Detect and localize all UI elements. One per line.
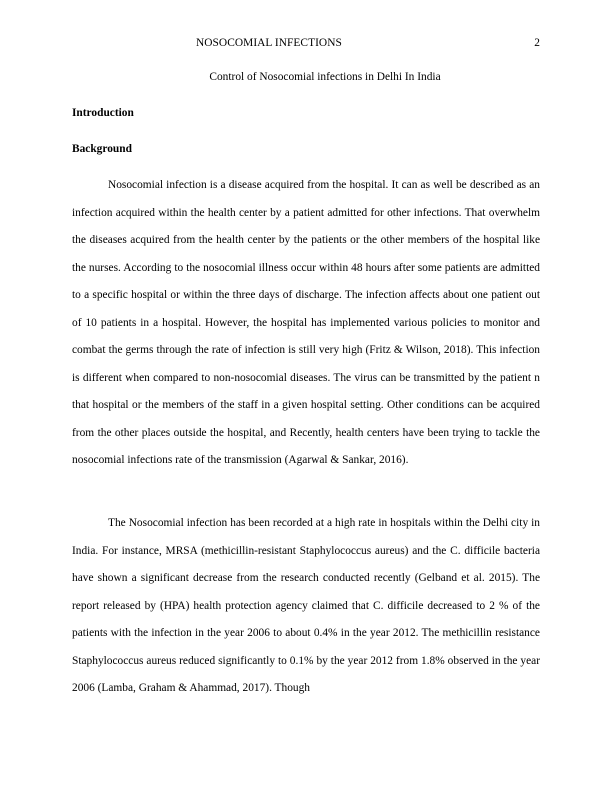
document-title: Control of Nosocomial infections in Delhi In India: [209, 71, 441, 83]
heading-background: Background: [72, 143, 132, 155]
page-number: 2: [534, 37, 540, 49]
body-paragraph: The Nosocomial infection has been recorded at a high rate in hospitals within the Delhi city in India. For instance, MRSA (methicillin-resistant Staphylococcus aureus) and the C. difficile bacteria have shown a significant decrease from the research conducted recently (Gelband et al. 2015). The report released by (HPA) health protection agency claimed that C. difficile decreased to 2 % of the patients with the infection in the year 2006 to about 0.4% in the year 2012. The methicillin resistance Staphylococcus aureus reduced significantly to 0.1% by the year 2012 from 1.8% observed in the year 2006 (Lamba, Graham & Ahammad, 2017). Though: [72, 517, 540, 695]
heading-introduction: Introduction: [72, 107, 134, 119]
body-paragraph: Nosocomial infection is a disease acquired from the hospital. It can as well be described as an infection acquired within the health center by a patient admitted for other infections. That overwhelm the diseases acquired from the health center by the patients or the other members of the hospital like the nurses. According to the nosocomial illness occur within 48 hours after some patients are admitted to a specific hospital or within the three days of discharge. The infection affects about one patient out of 10 patients in a hospital. However, the hospital has implemented various policies to monitor and combat the germs through the rate of infection is still very high (Fritz & Wilson, 2018). This infection is different when compared to non-nosocomial diseases. The virus can be transmitted by the patient n that hospital or the members of the staff in a given hospital setting. Other conditions can be acquired from the other places outside the hospital, and Recently, health centers have been trying to tackle the nosocomial infections rate of the transmission (Agarwal & Sankar, 2016).: [72, 179, 540, 467]
running-head-title: NOSOCOMIAL INFECTIONS: [196, 37, 342, 49]
running-head: [72, 37, 540, 51]
